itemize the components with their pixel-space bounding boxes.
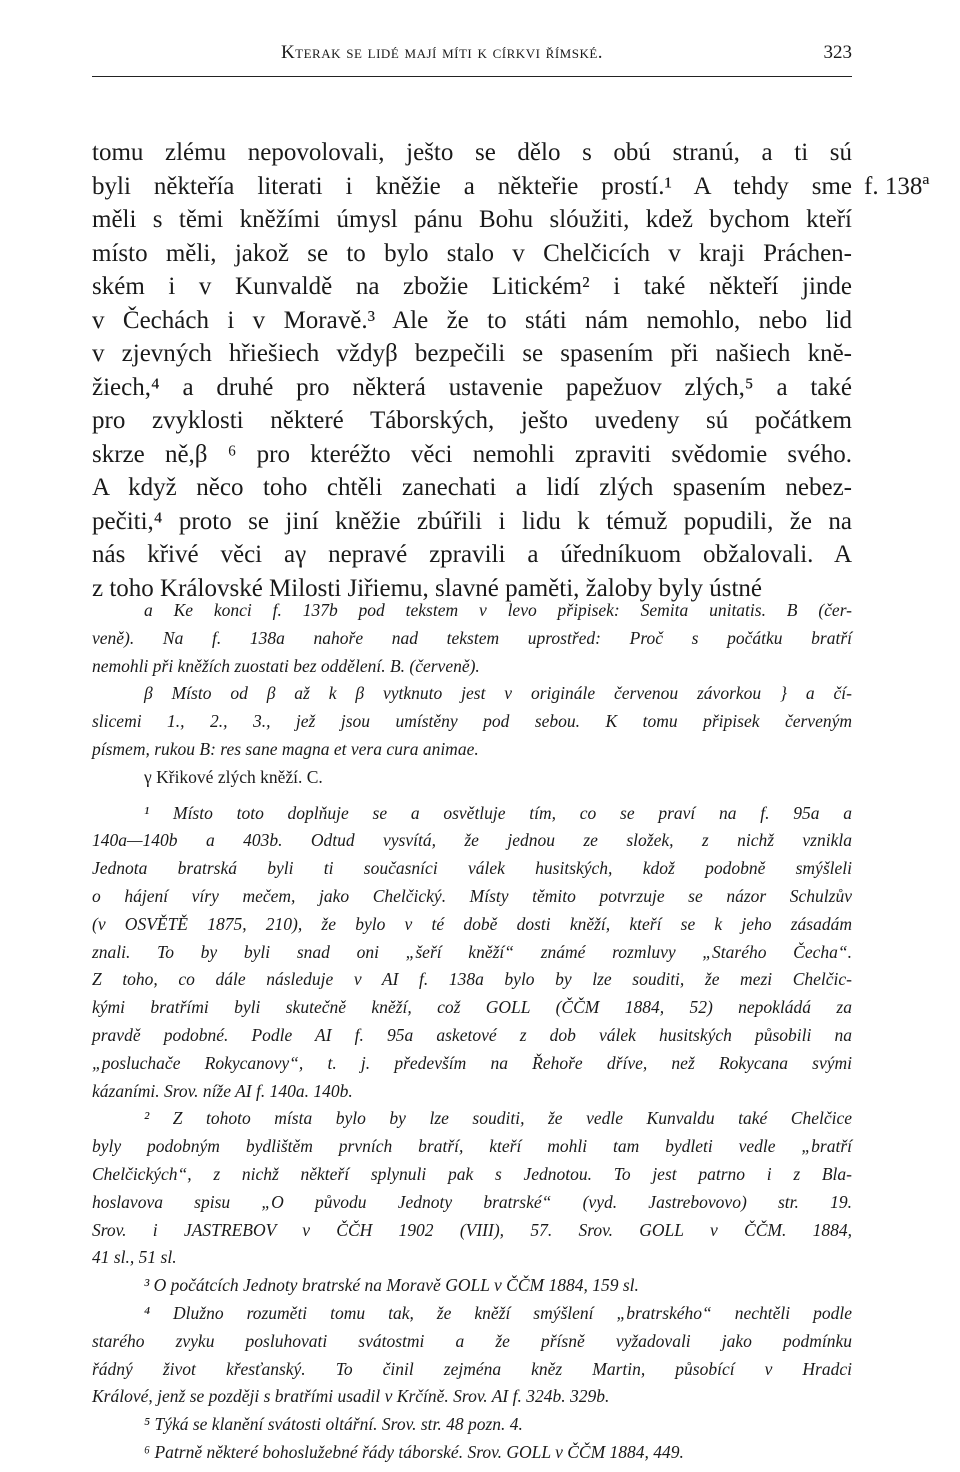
body-line: tomu zlému nepovolovali, ješto se dělo s obú stranú, a ti sú <box>92 139 852 166</box>
footnote-a: a Ke konci f. 137b pod tekstem v levo připisek: Semita unitatis. B (čer- veně). Na f. 138a nahoře nad tekstem uprostřed: Proč s počátku bratří nemohli při kněžích zuostati bez oddělení. B. (červeně). <box>92 600 852 676</box>
body-text <box>92 136 852 605</box>
footnote-2: ² Z tohoto místa bylo by lze souditi, že vedle Kunvaldu také Chelčice byly podobným bydlištěm prvních bratří, kteří mohli tam bydleti vedle „bratří Chelčických“, z nichž někteří splynuli pak s Jednotou. To jest patrno i z Bla- hoslavova spisu „O původu Jednoty bratrské“ (vyd. Jastrebovovo) str. 19. Srov. i JASTREBOV v ČČH 1902 (VIII), 57. Srov. GOLL v ČČM. 1884, 41 sl., 51 sl. <box>92 1108 852 1268</box>
footnote-6: ⁶ Patrně některé bohoslužebné řády táborské. Srov. GOLL v ČČM 1884, 449. <box>144 1441 684 1462</box>
footnote-gamma: γ Křikové zlých kněží. C. <box>144 766 323 787</box>
running-title: Kterak se lidé mají míti k církvi římské. <box>280 42 604 63</box>
footnote-3: ³ O počátcích Jednoty bratrské na Moravě GOLL v ČČM 1884, 159 sl. <box>144 1275 639 1296</box>
body-line: žiech,⁴ a druhé pro některá ustavenie papežuov zlých,⁵ a také <box>92 373 852 401</box>
footnotes <box>92 597 852 1467</box>
footnote-beta: β Místo od β až k β vytknuto jest v originále červenou závorkou } a čí- slicemi 1., 2., 3., jež jsou umístěny pod sebou. K tomu připisek červeným písmem, rukou B: res sane magna et vera cura animae. <box>92 683 852 759</box>
body-line: A když něco toho chtěli zanechati a lidí zlých spasením nebez- <box>92 474 852 501</box>
body-line: pečiti,⁴ proto se jiní kněžie zbúřili i lidu k témuž popudili, že na <box>92 507 852 535</box>
margin-folio-note: f. 138ª <box>864 173 930 200</box>
body-line: místo měli, jakož se to bylo stalo v Chelčicích v kraji Práchen- <box>92 239 852 267</box>
body-line: z toho Královské Milosti Jiřiemu, slavné paměti, žaloby byly ústné <box>92 574 763 602</box>
body-line: měli s těmi kněžími úmysl pánu Bohu slóužiti, kdež bychom kteří <box>92 206 852 233</box>
body-line: v zjevných hřiešiech vždyβ bezpečili se spasením při našiech knĕ- <box>92 340 852 367</box>
page-header <box>92 42 852 72</box>
page-number: 323 <box>823 42 852 63</box>
body-line: skrze ně,β ⁶ pro kteréžto věci nemohli zpraviti svědomie svého. <box>92 440 852 468</box>
body-line: pro zvyklosti některé Táborských, ješto uvedeny sú počátkem <box>92 407 852 434</box>
body-line: ském i v Kunvaldě na zbožie Litickém² i také někteří jinde <box>92 273 852 300</box>
header-rule <box>92 76 852 77</box>
body-line: nás křivé věci aγ nepravé zpravili a úředníkuom obžalovali. A <box>92 541 852 568</box>
body-line: v Čechách i v Moravě.³ Ale že to státi nám nemohlo, nebo lid <box>92 306 852 334</box>
footnote-5: ⁵ Týká se klanění svátosti oltářní. Srov. str. 48 pozn. 4. <box>144 1414 523 1435</box>
footnote-1: ¹ Místo toto doplňuje se a osvětluje tím, co se praví na f. 95a a 140a—140b a 403b. Odtud vysvítá, že jednou ze složek, z nichž vznikla Jednota bratrská byli ti současníci válek husitských, kdož podobně smýšleli o hájení víry mečem, jako Chelčický. Místy těmito potvrzuje se názor Schulzův (v OSVĚTĚ 1875, 210), že bylo v té době dosti kněží, kteří se k jeho zásadám znali. To by byli snad oni „šeří kněží“ známé rozmluvy „Starého Čecha“. Z toho, co dále následuje v AI f. 138a bylo by lze souditi, že mezi Chelčic- kými bratřími byli skutečně kněží, což GOLL (ČČM 1884, 52) nepokládá za pravdě podobné. Podle AI f. 95a asketové z dob válek husitských působili na „posluchače Rokycanovy“, t. j. především na Řehoře dříve, než Rokycana svými kázaními. Srov. níže AI f. 140a. 140b. <box>92 802 852 1101</box>
footnote-4: ⁴ Dlužno rozuměti tomu tak, že kněží smýšlení „bratrského“ nechtěli podle starého zvyku posluhovati svátostmi a že přísně vyžadovali jako podmínku řádný život křesťanský. To činil zejména kněz Martin, působící v Hradci Králové, jenž se později s bratřími usadil v Krčíně. Srov. AI f. 324b. 329b. <box>92 1302 852 1407</box>
body-line: byli někteřía literati i kněžie a někteřie prostí.¹ A tehdy sme <box>92 172 852 200</box>
